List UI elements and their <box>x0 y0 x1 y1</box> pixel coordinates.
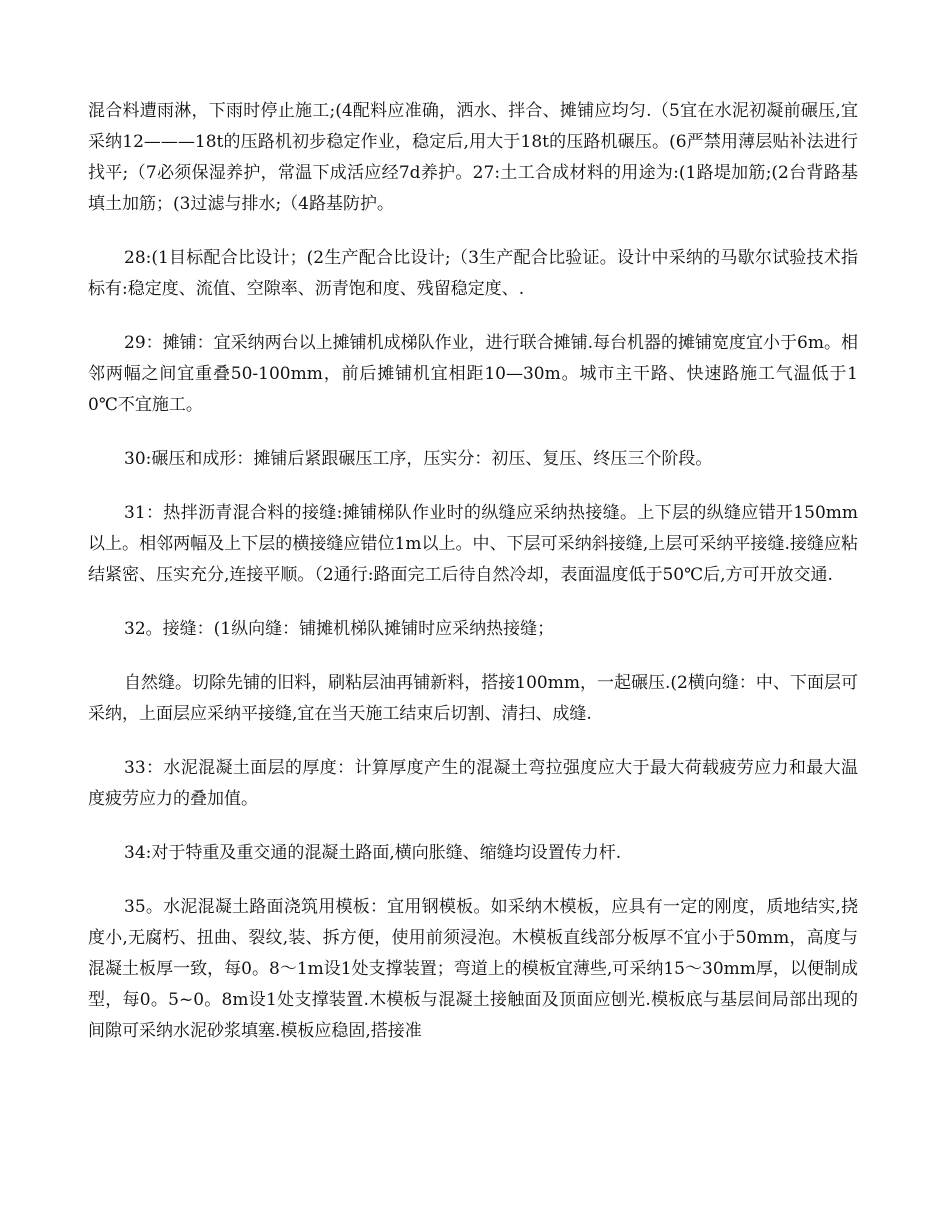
paragraph-spacer <box>88 815 858 838</box>
paragraph-spacer <box>88 730 858 753</box>
paragraph-29: 29：摊铺：宜采纳两台以上摊铺机成梯队作业，进行联合摊铺.每台机器的摊铺宽度宜小于6m。相邻两幅之间宜重叠50-100mm，前后摊铺机宜相距10—30m。城市主干路、快速路施工气温低于10℃不宜施工。 <box>88 333 858 415</box>
paragraph-30: 30:碾压和成形：摊铺后紧跟碾压工序，压实分：初压、复压、终压三个阶段。 <box>124 449 713 469</box>
paragraph-35: 35。水泥混凝土路面浇筑用模板：宜用钢模板。如采纳木模板，应具有一定的刚度，质地结实,挠度小,无腐朽、扭曲、裂纹,装、拆方便，使用前须浸泡。木模板直线部分板厚不宜小于50mm，高度与混凝土板厚一致，每0。8～1m设1处支撑装置；弯道上的模板宜薄些,可采纳15～30mm厚，以便制成型，每0。5~0。8m设1处支撑装置.木模板与混凝土接触面及顶面应刨光.模板底与基层间局部出现的间隙可采纳水泥砂浆填塞.模板应稳固,搭接准 <box>88 897 858 1041</box>
paragraph-continuation: 混合料遭雨淋，下雨时停止施工;(4配料应准确，洒水、拌合、摊铺应均匀.（5宜在水泥初凝前碾压,宜采纳12———18t的压路机初步稳定作业，稳定后,用大于18t的压路机碾压。(6严禁用薄层贴补法进行找平;（7必须保湿养护，常温下成活应经7d养护。27:土工合成材料的用途为:(1路堤加筋;(2台背路基填土加筋；(3过滤与排水;（4路基防护。 <box>88 101 858 214</box>
paragraph-28: 28:(1目标配合比设计；(2生产配合比设计;（3生产配合比验证。设计中采纳的马歇尔试验技术指标有:稳定度、流值、空隙率、沥青饱和度、残留稳定度、. <box>88 248 858 299</box>
paragraph-spacer <box>88 475 858 498</box>
paragraph-34: 34:对于特重及重交通的混凝土路面,横向胀缝、缩缝均设置传力杆. <box>124 843 622 863</box>
paragraph-spacer <box>88 220 858 243</box>
paragraph-spacer <box>88 869 858 892</box>
paragraph-32: 32。接缝：(1纵向缝：铺摊机梯队摊铺时应采纳热接缝； <box>124 619 555 639</box>
paragraph-33: 33：水泥混凝土面层的厚度：计算厚度产生的混凝土弯拉强度应大于最大荷载疲劳应力和最大温度疲劳应力的叠加值。 <box>88 758 858 809</box>
paragraph-spacer <box>88 305 858 328</box>
paragraph-31: 31：热拌沥青混合料的接缝:摊铺梯队作业时的纵缝应采纳热接缝。上下层的纵缝应错开150mm以上。相邻两幅及上下层的横接缝应错位1m以上。中、下层可采纳斜接缝,上层可采纳平接缝.接缝应粘结紧密、压实充分,连接平顺。（2通行:路面完工后待自然冷却，表面温度低于50℃后,方可开放交通. <box>88 503 858 585</box>
document-body <box>88 96 858 1047</box>
paragraph-spacer <box>88 645 858 668</box>
paragraph-spacer <box>88 421 858 444</box>
paragraph-spacer <box>88 591 858 614</box>
paragraph-32-continued: 自然缝。切除先铺的旧料，刷粘层油再铺新料，搭接100mm，一起碾压.(2横向缝：中、下面层可采纳，上面层应采纳平接缝,宜在当天施工结束后切割、清扫、成缝. <box>88 673 858 724</box>
